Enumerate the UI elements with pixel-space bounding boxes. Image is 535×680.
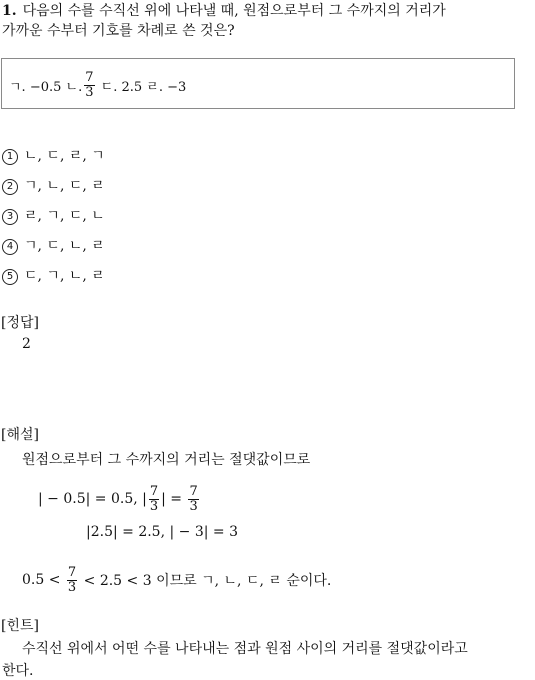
choice-3-text: ㄹ, ㄱ, ㄷ, ㄴ: [24, 208, 105, 224]
option-b-numerator: 7: [85, 69, 94, 85]
math-line-2: |2.5| = 2.5, | − 3| = 3: [86, 524, 239, 540]
option-c: ㄷ. 2.5: [100, 79, 143, 95]
math-line-3: [22, 562, 331, 598]
choice-3-mark: 3: [2, 209, 18, 225]
math-1-left: | − 0.5| = 0.5, |: [38, 491, 147, 507]
explanation-text: 원점으로부터 그 수까지의 거리는 절댓값이므로: [22, 452, 311, 468]
choice-4[interactable]: [2, 236, 105, 256]
math-3-fraction: [67, 566, 77, 595]
hint-line-2: 한다.: [2, 663, 34, 679]
hint-label: [힌트]: [1, 618, 39, 634]
math-1-result-denominator: 3: [189, 498, 198, 514]
option-b-fraction: [84, 71, 94, 100]
hint-line-1: 수직선 위에서 어떤 수를 나타내는 점과 원점 사이의 거리를 절댓값이라고: [22, 641, 468, 657]
math-1-mid: | =: [161, 491, 183, 507]
math-3-denominator: 3: [67, 579, 77, 595]
choice-4-text: ㄱ, ㄷ, ㄴ, ㄹ: [24, 238, 105, 254]
option-b-prefix: ㄴ.: [65, 79, 83, 95]
option-a: ㄱ. −0.5: [9, 79, 62, 95]
choice-1[interactable]: [2, 146, 105, 166]
choice-4-mark: 4: [2, 239, 18, 255]
explanation-label: [해설]: [1, 427, 39, 443]
math-3-left: 0.5 <: [22, 572, 61, 588]
question-number: 1.: [2, 3, 17, 19]
choice-5-text: ㄷ, ㄱ, ㄴ, ㄹ: [24, 268, 105, 284]
option-b-denominator: 3: [85, 84, 94, 100]
choice-2[interactable]: [2, 176, 105, 196]
question-text-1: 다음의 수를 수직선 위에 나타낼 때, 원점으로부터 그 수까지의 거리가: [22, 3, 446, 19]
answer-label: [정답]: [1, 315, 39, 331]
question-line-1: [2, 1, 446, 21]
choice-5[interactable]: [2, 266, 105, 286]
option-d: ㄹ. −3: [146, 79, 187, 95]
choice-5-mark: 5: [2, 269, 18, 285]
choice-2-text: ㄱ, ㄴ, ㄷ, ㄹ: [24, 178, 105, 194]
math-line-1: [38, 482, 201, 516]
choice-3[interactable]: [2, 206, 105, 226]
question-line-2: 가까운 수부터 기호를 차례로 쓴 것은?: [2, 23, 235, 39]
math-1-result-numerator: 7: [189, 483, 198, 499]
choice-2-mark: 2: [2, 179, 18, 195]
math-1-result-fraction: [188, 485, 198, 514]
choice-1-text: ㄴ, ㄷ, ㄹ, ㄱ: [24, 148, 105, 164]
answer-value: 2: [22, 336, 31, 352]
math-3-numerator: 7: [67, 564, 77, 580]
math-1-numerator: 7: [149, 483, 159, 499]
options-box: [1, 58, 515, 109]
options-box-content: [9, 65, 186, 105]
math-1-fraction: [149, 485, 159, 514]
choice-1-mark: 1: [2, 149, 18, 165]
math-3-right: < 2.5 < 3 이므로 ㄱ, ㄴ, ㄷ, ㄹ 순이다.: [83, 573, 332, 589]
math-1-denominator: 3: [149, 498, 159, 514]
